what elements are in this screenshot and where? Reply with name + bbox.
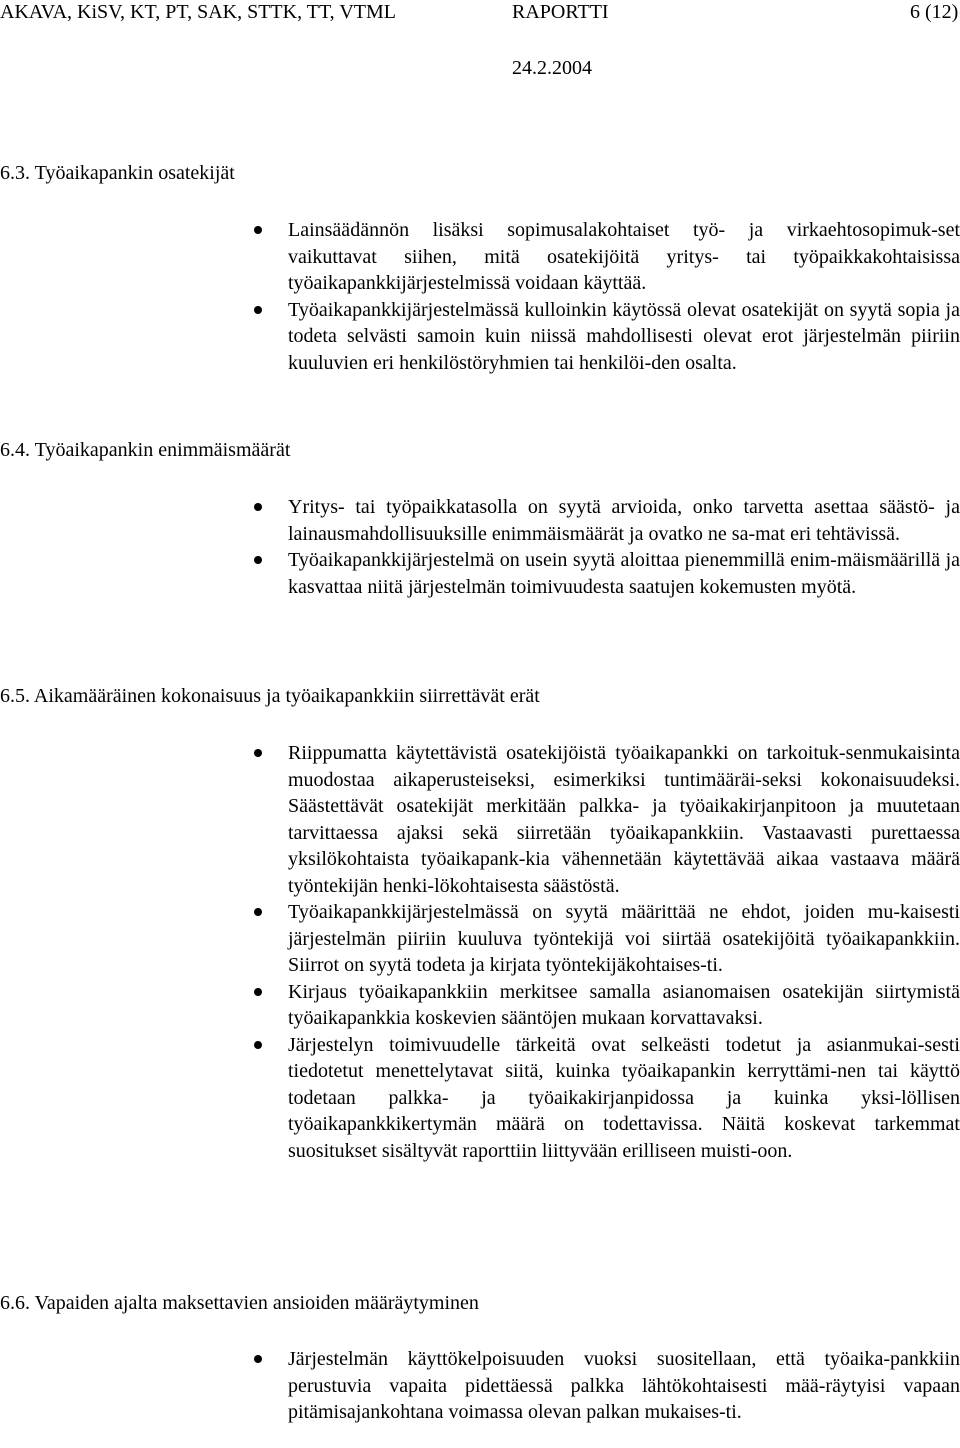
- section-heading-6-4: 6.4. Työaikapankin enimmäismäärät: [0, 439, 291, 461]
- list-item-text: Kirjaus työaikapankkiin merkitsee samalla asianomaisen osatekijän siirtymistä työaikapankkia koskevien sääntöjen mukaan korvattavaksi.: [288, 980, 960, 1029]
- list-item: [254, 547, 960, 600]
- section-heading-6-6: 6.6. Vapaiden ajalta maksettavien ansioiden määräytyminen: [0, 1292, 479, 1314]
- bullet-list-6-3: [254, 217, 960, 376]
- bullet-icon: [254, 503, 262, 511]
- bullet-icon: [254, 306, 262, 314]
- list-item-text: Järjestelmän käyttökelpoisuuden vuoksi suositellaan, että työaika-pankkiin perustuvia vapaita pidettäessä palkka lähtökohtaisesti mää-räytyisi vapaan pitämisajankohtana voimassa olevan palkan mukaises-ti.: [288, 1348, 960, 1423]
- list-item: [254, 899, 960, 979]
- list-item: [254, 979, 960, 1032]
- bullet-icon: [254, 908, 262, 916]
- list-item: [254, 1346, 960, 1426]
- header-date: 24.2.2004: [512, 57, 592, 79]
- list-item: [254, 297, 960, 377]
- list-item: [254, 217, 960, 297]
- bullet-icon: [254, 1041, 262, 1049]
- header-organizations: AKAVA, KiSV, KT, PT, SAK, STTK, TT, VTML: [0, 1, 396, 23]
- section-heading-6-3: 6.3. Työaikapankin osatekijät: [0, 162, 235, 184]
- list-item-text: Työaikapankkijärjestelmässä on syytä määrittää ne ehdot, joiden mu-kaisesti järjestelmän piiriin kuuluva työntekijä voi siirtää osatekijöitä työaikapankkiin. Siirrot on syytä todeta ja kirjata työntekijäkohtaises-ti.: [288, 901, 960, 976]
- list-item-text: Yritys- tai työpaikkatasolla on syytä arvioida, onko tarvetta asettaa säästö- ja lainausmahdollisuuksille enimmäismäärät ja ovatko ne sa-mat eri tehtävissä.: [288, 496, 960, 545]
- list-item: [254, 1032, 960, 1165]
- header-page-number: 6 (12): [910, 1, 959, 23]
- list-item-text: Järjestelyn toimivuudelle tärkeitä ovat selkeästi todetut ja asianmukai-sesti tiedotetut menettelytavat siitä, kuinka työaikapankin kerryttämi-nen tai käyttö todetaan palkka- ja työaikakirjanpidossa ja kuinka yksi-löllisen työaikapankkikertymän määrä on todettavissa. Näitä koskevat tarkemmat suositukset sisältyvät raporttiin liittyvään erilliseen muisti-oon.: [288, 1033, 960, 1162]
- list-item-text: Riippumatta käytettävistä osatekijöistä työaikapankki on tarkoituk-senmukaisinta muodostaa aikaperusteiseksi, esimerkiksi tuntimääräi-seksi kokonaisuudeksi. Säästettävät osatekijät merkitään palkka- ja työaikakirjanpitoon ja muutetaan tarvittaessa ajaksi sekä siirretään työaikapankkiin. Vastaavasti purettaessa yksilökohtaista työaikapank-kia vähennetään käytettävää aikaa vastaava määrä työntekijän henki-lökohtaisesta säästöstä.: [288, 742, 960, 897]
- header-doc-type: RAPORTTI: [512, 1, 609, 23]
- list-item: [254, 740, 960, 899]
- bullet-list-6-4: [254, 494, 960, 600]
- list-item-text: Lainsäädännön lisäksi sopimusalakohtaiset työ- ja virkaehtosopimuk-set vaikuttavat siihen, mitä osatekijöitä yritys- tai työpaikkakohtaisissa työaikapankkijärjestelmissä voidaan käyttää.: [288, 219, 960, 294]
- bullet-icon: [254, 1355, 262, 1363]
- bullet-icon: [254, 226, 262, 234]
- list-item-text: Työaikapankkijärjestelmässä kulloinkin käytössä olevat osatekijät on syytä sopia ja todeta selvästi samoin kuin niissä mahdollisesti olevat erot järjestelmän piiriin kuuluvien eri henkilöstöryhmien tai henkilöi-den osalta.: [288, 298, 960, 374]
- list-item-text: Työaikapankkijärjestelmä on usein syytä aloittaa pienemmillä enim-mäismäärillä ja kasvattaa niitä järjestelmän toimivuudesta saatujen kokemusten myötä.: [288, 549, 960, 598]
- bullet-icon: [254, 749, 262, 757]
- list-item: [254, 494, 960, 547]
- bullet-list-6-5: [254, 740, 960, 1164]
- bullet-icon: [254, 988, 262, 996]
- section-heading-6-5: 6.5. Aikamääräinen kokonaisuus ja työaikapankkiin siirrettävät erät: [0, 685, 540, 707]
- bullet-list-6-6: [254, 1346, 960, 1426]
- bullet-icon: [254, 556, 262, 564]
